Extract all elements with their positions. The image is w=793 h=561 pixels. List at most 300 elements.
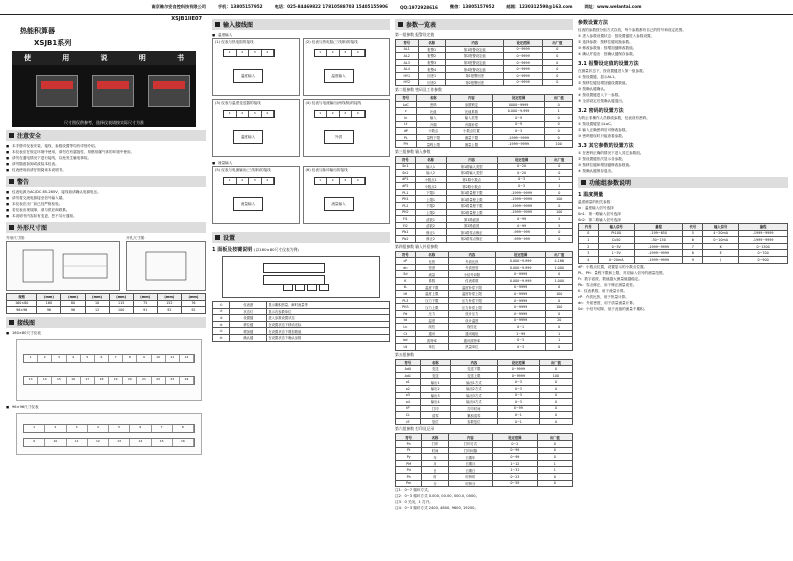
table-row xyxy=(396,467,573,474)
table-title: 第一组参数 报警设定值 xyxy=(395,32,435,37)
table-header: (mm) xyxy=(181,294,205,301)
table-cell: o4 xyxy=(396,399,421,406)
table-header: 设定范围 xyxy=(492,95,545,102)
table-cell: 1 xyxy=(537,467,572,474)
table-cell: 1 xyxy=(546,183,573,190)
table-row xyxy=(396,203,573,210)
table-header: 出厂值 xyxy=(545,95,573,102)
table-cell: PL xyxy=(396,134,417,141)
table-header: (mm) xyxy=(61,294,85,301)
table-cell: Ut xyxy=(396,343,416,350)
table-row xyxy=(396,108,573,115)
table-cell: 0 xyxy=(546,236,573,243)
table-cell: 0~3 xyxy=(497,399,539,406)
manual-char: 用 xyxy=(62,54,70,62)
table-cell: 0 xyxy=(546,203,573,210)
table-cell: 清零 xyxy=(420,412,450,419)
display-window xyxy=(263,263,325,273)
table-cell: HY2 xyxy=(396,79,419,86)
table-cell: 0 xyxy=(546,324,573,331)
safety-item: ■ 请勿在通电情况下进行接线，以免发生触电事故。 xyxy=(6,155,206,161)
note: 注1：0~7 循环方式。 xyxy=(395,488,432,493)
table-row xyxy=(396,170,573,177)
table-cell: 回差1 xyxy=(418,72,445,79)
table-row xyxy=(396,324,573,331)
table-cell: 打印间隔 xyxy=(448,447,492,454)
table-row xyxy=(396,189,573,196)
table-cell: 变送上限 xyxy=(450,372,497,379)
cutout-drawing xyxy=(126,241,206,291)
table-header: 量程 xyxy=(634,224,683,231)
manual-char: 明 xyxy=(138,54,146,62)
column-1 xyxy=(6,16,206,557)
table-cell: Pd xyxy=(396,467,422,474)
table-header: 出厂值 xyxy=(546,251,573,258)
manual-char: 使 xyxy=(24,54,31,62)
meter-image xyxy=(148,75,190,107)
table-cell: 温度补偿下限 xyxy=(448,284,495,291)
table-cell: 3 xyxy=(579,250,599,257)
s31-line: 在测量状态下，按设置键进入第一组参数。 xyxy=(578,69,647,73)
table-cell: 0.000~9.999 xyxy=(492,108,545,115)
table-cell: dn xyxy=(396,264,416,271)
square-icon xyxy=(581,180,586,185)
table-header: 内容 xyxy=(448,251,495,258)
note: 注2：0~3 循环方式 0.000, 00.00, 000.0, 0000。 xyxy=(395,494,480,499)
table-cell: 0 xyxy=(546,343,573,350)
table-cell: Ad0 xyxy=(396,366,421,373)
table-cell: 热量单位 xyxy=(448,343,495,350)
table-cell: 1~12 xyxy=(493,460,537,467)
table-row xyxy=(396,216,573,223)
table-cell: PL2 xyxy=(396,203,416,210)
table-cell: 时 xyxy=(422,474,448,481)
table-cell: -1999~9999 xyxy=(492,134,545,141)
diagram-temp-transmitter: (3) 仪表与温度变送器的接线 1 2 3 4 温度输入 xyxy=(212,99,300,157)
table-row xyxy=(396,284,573,291)
s41-line: In：温度输入信号选择 xyxy=(578,206,614,210)
warning-item: ■ 本仪表在出厂前已经严格检验。 xyxy=(6,201,206,207)
table-cell: 第1报警回差 xyxy=(446,72,504,79)
table-cell: 0 xyxy=(537,480,572,487)
param-method-intro: 仪表的参数按分组方式存放，每个参数都有自己的符号和设定范围。 xyxy=(578,28,686,32)
table-row xyxy=(396,405,573,412)
table-cell: 第1路滤波 xyxy=(446,216,497,223)
table-cell: tH xyxy=(396,291,416,298)
flow-diagrams xyxy=(212,166,390,224)
table-cell: -1999~9999 xyxy=(739,237,788,244)
table-cell: 第1报警设定值 xyxy=(446,46,504,53)
table-title: 第四组参数 输入补偿参数 xyxy=(395,243,438,249)
table-cell: 0 xyxy=(539,366,572,373)
table-header: 出厂值 xyxy=(546,156,573,163)
table-cell: 设计压力 xyxy=(448,310,495,317)
s31-line: ④ 按设置键进入下一参数。 xyxy=(578,93,622,97)
table-cell: 小数点位置 xyxy=(451,128,493,135)
table-row xyxy=(396,196,573,203)
table-cell: 压力下限 xyxy=(415,297,448,304)
table-cell: 0~9999 xyxy=(495,271,546,278)
table-cell: 12 xyxy=(85,307,109,314)
section-param-list: 参数一览表 xyxy=(395,19,573,30)
table-cell: 0~3 xyxy=(495,337,546,344)
table-header: 符号 xyxy=(396,40,419,47)
table-cell: AL4 xyxy=(396,66,419,73)
table-cell: 介质比热 xyxy=(448,258,495,265)
table-row xyxy=(396,454,573,461)
table-cell: 1~99 xyxy=(495,330,546,337)
table-cell: 复位 xyxy=(420,418,450,425)
table-header: 名称 xyxy=(418,40,445,47)
table-cell: 波特率 xyxy=(415,337,448,344)
s32-line: ② 输入正确密码后可修改参数。 xyxy=(578,128,630,132)
table-row xyxy=(396,330,573,337)
table-cell: 输入2 xyxy=(415,170,446,177)
tail-line: cP：介质比热，用于热量计算。 xyxy=(578,294,629,299)
table-cell: 0 xyxy=(546,189,573,196)
table-header: 名称 xyxy=(420,359,450,366)
table-cell: 0~10mA xyxy=(703,237,739,244)
table-cell: 0 xyxy=(542,79,572,86)
table-cell: 0000~9999 xyxy=(492,101,545,108)
table-cell: 100 xyxy=(546,209,573,216)
table-cell: PM xyxy=(396,460,422,467)
table-cell: 滤波1 xyxy=(415,216,446,223)
table-cell: 通讯 xyxy=(415,330,448,337)
table-cell: Sd xyxy=(396,271,416,278)
table-row xyxy=(396,385,573,392)
table-header: 符号 xyxy=(396,95,417,102)
table-cell: 输出4 xyxy=(420,399,450,406)
table-cell: -1999~9999 xyxy=(739,230,788,237)
table-title: 第六组参数 打印及记录 xyxy=(395,426,435,432)
square-icon xyxy=(215,235,220,240)
section-setup: 设置 xyxy=(212,232,390,243)
table-cell: LoC xyxy=(396,101,417,108)
table-row xyxy=(396,209,573,216)
table-cell: 温度补偿上限 xyxy=(448,291,495,298)
table-cell: 0 xyxy=(542,72,572,79)
phone: 手机：13805157952 xyxy=(217,4,263,9)
website: 网址：www.welantai.com xyxy=(584,4,642,9)
table-cell: 160×80 xyxy=(7,300,37,307)
table-cell: 100 xyxy=(109,307,133,314)
table-cell: -1999~9999 xyxy=(634,243,683,250)
table-cell: 输入类型 xyxy=(451,114,493,121)
table-row xyxy=(396,114,573,121)
table-cell: 0 xyxy=(545,114,573,121)
table-cell: 密度 xyxy=(415,264,448,271)
table-header: 代号 xyxy=(579,224,599,231)
table-cell: 温度上限 xyxy=(415,291,448,298)
table-row xyxy=(579,230,788,237)
table-cell: 100 xyxy=(546,196,573,203)
table-cell: 0 xyxy=(539,418,572,425)
table-row xyxy=(396,399,573,406)
s33-line: ② 按设置键依次显示各参数。 xyxy=(578,157,626,161)
table-cell: 0~1300 xyxy=(739,243,788,250)
table-cell: 下限2 xyxy=(415,203,446,210)
meter-image xyxy=(36,75,78,107)
table-cell: 0~9999 xyxy=(504,66,542,73)
table-cell: dP xyxy=(396,128,417,135)
table-cell: 输出1方式 xyxy=(450,379,497,386)
table-cell: dP2 xyxy=(396,183,416,190)
enter-key xyxy=(319,284,329,291)
header-bar xyxy=(0,0,793,15)
table-row xyxy=(396,474,573,481)
table-cell: 压力上限 xyxy=(415,304,448,311)
table-row xyxy=(396,310,573,317)
warning-icon xyxy=(9,179,14,184)
sec-3-2: 3.2 密码的设置方法 xyxy=(578,108,624,114)
table-header: 符号 xyxy=(396,434,422,441)
table-cell: 1 xyxy=(537,460,572,467)
table-cell: 80 xyxy=(61,300,85,307)
flow-input-title: ■ 流量输入 xyxy=(212,160,390,166)
sec-3-3: 3.3 其它参数的设置方法 xyxy=(578,143,634,149)
temp-diagrams xyxy=(212,38,390,157)
table-cell: HY1 xyxy=(396,72,419,79)
warning-item: ■ 请勿将交流电源接至信号输入端。 xyxy=(6,195,206,201)
table-row xyxy=(396,236,573,243)
method-line: ③ 修改参数值：按增加键修改数值。 xyxy=(578,46,637,50)
table-row xyxy=(396,79,573,86)
table-cell: Py xyxy=(396,454,422,461)
table-row xyxy=(396,447,573,454)
wiring-diagram-160x80: 1 2 3 4 5 6 7 8 9 10 11 12 13 14 15 16 17 18 19 20 21 22 23 24 xyxy=(16,339,202,401)
tail-line: dP：小数点位置，设置显示的小数点位置。 xyxy=(578,264,648,269)
table-cell: PH xyxy=(396,141,417,148)
table-cell: 0~700 xyxy=(739,250,788,257)
table-cell: 第2路输入类型 xyxy=(446,170,497,177)
table-cell: 96 xyxy=(61,307,85,314)
table-header: 名称 xyxy=(416,95,451,102)
telephone: 电话：025-84469822 17810588703 15405155906 xyxy=(274,4,388,9)
product-name: 热能积算器 xyxy=(20,27,55,35)
table-cell: 日期月 xyxy=(448,460,492,467)
s41-line: 温度测量的相关参数： xyxy=(578,200,614,204)
table-cell: 0 xyxy=(537,454,572,461)
table-header: 设定范围 xyxy=(493,434,537,441)
table-cell: 0~59 xyxy=(493,480,537,487)
table-cell: 0 xyxy=(539,379,572,386)
wiring-a-label: ■ 160×80尺寸仪表 xyxy=(6,330,206,336)
table-cell: o3 xyxy=(396,392,421,399)
qq: QQ:1972928616 xyxy=(399,4,438,10)
table-cell: PH1 xyxy=(396,196,416,203)
table-row xyxy=(396,141,573,148)
table-cell: 0~9999 xyxy=(504,53,542,60)
section-function-params: 功能组参数说明 xyxy=(578,177,788,188)
table-cell: 0~3 xyxy=(495,343,546,350)
safety-item: ■ 本手册对仪表安装、接线、参数设置等均有详细介绍。 xyxy=(6,143,206,149)
table-cell: 0~3 xyxy=(497,379,539,386)
table-cell: 20 xyxy=(546,317,573,324)
table-row xyxy=(396,121,573,128)
s41-line: Sn2：第二路输入信号选择 xyxy=(578,218,621,222)
product-photo xyxy=(12,65,196,119)
s41-line: Sn1：第一路输入信号选择 xyxy=(578,212,621,216)
table-cell: 76 xyxy=(181,300,205,307)
table-header: 设定范围 xyxy=(497,359,539,366)
table-cell: 0~9999 xyxy=(495,284,546,291)
table-cell: 介质密度 xyxy=(448,264,495,271)
table-header: (mm) xyxy=(37,294,61,301)
table-cell: Ct xyxy=(396,330,416,337)
table-cell: o2 xyxy=(396,385,421,392)
param-table-4 xyxy=(395,251,573,351)
table-header: 量程 xyxy=(739,224,788,231)
table-row xyxy=(396,72,573,79)
table-cell: 上限1 xyxy=(415,196,446,203)
method-line: ④ 确认并退出：按确认键保存参数。 xyxy=(578,52,637,56)
s33-line: ① 在密码正确的情况下进入其它参数组。 xyxy=(578,151,644,155)
table-cell: 0 xyxy=(542,46,572,53)
dimension-table xyxy=(6,293,206,314)
table-cell: 0.000~9.999 xyxy=(495,258,546,265)
table-header: 输入信号 xyxy=(703,224,739,231)
table-cell: 96×96 xyxy=(7,307,37,314)
table-cell: AL3 xyxy=(396,59,419,66)
table-cell: 报警3 xyxy=(418,59,445,66)
table-cell: 0 xyxy=(546,284,573,291)
column-3 xyxy=(395,16,573,557)
table-cell: td xyxy=(396,317,416,324)
table-cell: -1999~9999 xyxy=(492,141,545,148)
param-table-5 xyxy=(395,359,573,426)
table-cell: 0~99 xyxy=(497,222,546,229)
table-cell: AL2 xyxy=(396,53,419,60)
warning-item: ■ 若仪表出现故障，请与供应商联系。 xyxy=(6,207,206,213)
table-row xyxy=(396,379,573,386)
table-cell: 1 xyxy=(546,337,573,344)
table-cell: 年 xyxy=(422,454,448,461)
table-cell: 0 xyxy=(546,310,573,317)
table-row xyxy=(396,392,573,399)
table-cell: 回差2 xyxy=(418,79,445,86)
table-cell: 115 xyxy=(109,300,133,307)
table-cell: 0~9999 xyxy=(497,372,539,379)
table-cell: 单位 xyxy=(415,343,448,350)
table-header: (mm) xyxy=(133,294,157,301)
note: 注4：0~3 循环方式 2400, 4800, 9600, 19200。 xyxy=(395,506,479,511)
table-row xyxy=(396,343,573,350)
table-cell: 0~1 xyxy=(497,412,539,419)
table-cell: 92 xyxy=(157,307,181,314)
table-cell: 0~5V xyxy=(598,243,634,250)
table-header: (mm) xyxy=(85,294,109,301)
table-cell: E xyxy=(703,250,739,257)
table-cell: 日期日 xyxy=(448,467,492,474)
table-cell: 小数点2 xyxy=(415,183,446,190)
photo-caption: 尺寸图仅供参考，选择仪表请按实际尺寸为准 xyxy=(12,119,196,127)
table-cell: 0~1 xyxy=(497,418,539,425)
table-cell: 0 xyxy=(546,271,573,278)
table-cell: 日期年 xyxy=(448,454,492,461)
table-cell: 第2报警回差 xyxy=(446,79,504,86)
table-cell: -999~999 xyxy=(497,236,546,243)
table-cell: 0~20 xyxy=(497,163,546,170)
s33-line: ③ 按移位键和增加键修改参数值。 xyxy=(578,163,633,167)
table-cell: 月 xyxy=(422,460,448,467)
note: 注3：0 关闭，1 打开。 xyxy=(395,500,433,505)
set-key xyxy=(283,284,293,291)
table-cell: 0~9999 xyxy=(504,72,542,79)
table-cell: 0 xyxy=(542,53,572,60)
table-cell: 0~9999 xyxy=(495,304,546,311)
table-cell: 0~3 xyxy=(497,392,539,399)
table-cell: 流量 xyxy=(415,271,448,278)
table-header: 设定范围 xyxy=(495,251,546,258)
param-table-2 xyxy=(395,94,573,148)
s33-line: ④ 按确认键保存退出。 xyxy=(578,169,615,173)
table-cell: 0.000~9.999 xyxy=(495,264,546,271)
table-cell: 0~9999 xyxy=(504,59,542,66)
table-header: 输入信号 xyxy=(598,224,634,231)
table-cell: 输出4方式 xyxy=(450,399,497,406)
table-cell: 压力补偿下限 xyxy=(448,297,495,304)
table-cell: 100 xyxy=(546,304,573,311)
email: 邮箱：1230312598@163.com xyxy=(506,4,573,9)
table-row xyxy=(396,304,573,311)
tail-line: Fi：数字滤波，数值越大测量值越稳定。 xyxy=(578,276,642,281)
table-cell: CL xyxy=(396,412,421,419)
table-cell: Fi1 xyxy=(396,216,416,223)
table-cell: 下限1 xyxy=(415,189,446,196)
table-cell: 参数锁定 xyxy=(451,101,493,108)
diagram-current-3wire: (5) 仪表与电流输出(三线制)的接线 1 2 3 4 流量输入 xyxy=(212,166,300,224)
table-cell: 小数点1 xyxy=(415,176,446,183)
table-cell: 4~20mA xyxy=(703,230,739,237)
section-wiring: 接线图 xyxy=(6,317,206,328)
table-header: 内容 xyxy=(448,434,492,441)
square-icon xyxy=(9,225,14,230)
table-cell: 第3报警设定值 xyxy=(446,59,504,66)
table-row xyxy=(396,418,573,425)
table-cell: 1~5V xyxy=(598,250,634,257)
table-cell: 0~3 xyxy=(492,128,545,135)
table-row xyxy=(396,46,573,53)
table-cell: 小数点 xyxy=(416,128,451,135)
sec-4-1: 1 温度测量 xyxy=(578,192,604,198)
table-cell: 0~9999 xyxy=(495,291,546,298)
table-cell: 10 xyxy=(85,300,109,307)
table-cell: 8 xyxy=(683,250,703,257)
table-row xyxy=(396,337,573,344)
table-cell: 线性 xyxy=(415,324,448,331)
table-cell: 0~9999 xyxy=(504,79,542,86)
table-row xyxy=(396,271,573,278)
table-cell: 91 xyxy=(133,307,157,314)
table-cell: 第2报警设定值 xyxy=(446,53,504,60)
warning-item: ■ 仪表电源为AC/DC 85-265V，接线前请确认电源电压。 xyxy=(6,189,206,195)
table-cell: 线性化 xyxy=(448,324,495,331)
meter-image xyxy=(92,75,134,107)
input-signal-table xyxy=(578,223,788,264)
table-cell: 变送 xyxy=(420,366,450,373)
manual-banner xyxy=(12,51,196,65)
section-warning: 警告 xyxy=(6,176,206,187)
safety-item: ■ 请勿随意拆卸或改装本仪表。 xyxy=(6,161,206,167)
table-cell: 比值系数 xyxy=(451,108,493,115)
table-cell: 第4报警设定值 xyxy=(446,66,504,73)
table-cell: 0~9 xyxy=(492,121,545,128)
table-cell: 5 xyxy=(546,216,573,223)
table-header: 符号 xyxy=(396,156,416,163)
table-cell: Ph xyxy=(396,474,422,481)
table-cell: 第1路量程上限 xyxy=(446,196,497,203)
